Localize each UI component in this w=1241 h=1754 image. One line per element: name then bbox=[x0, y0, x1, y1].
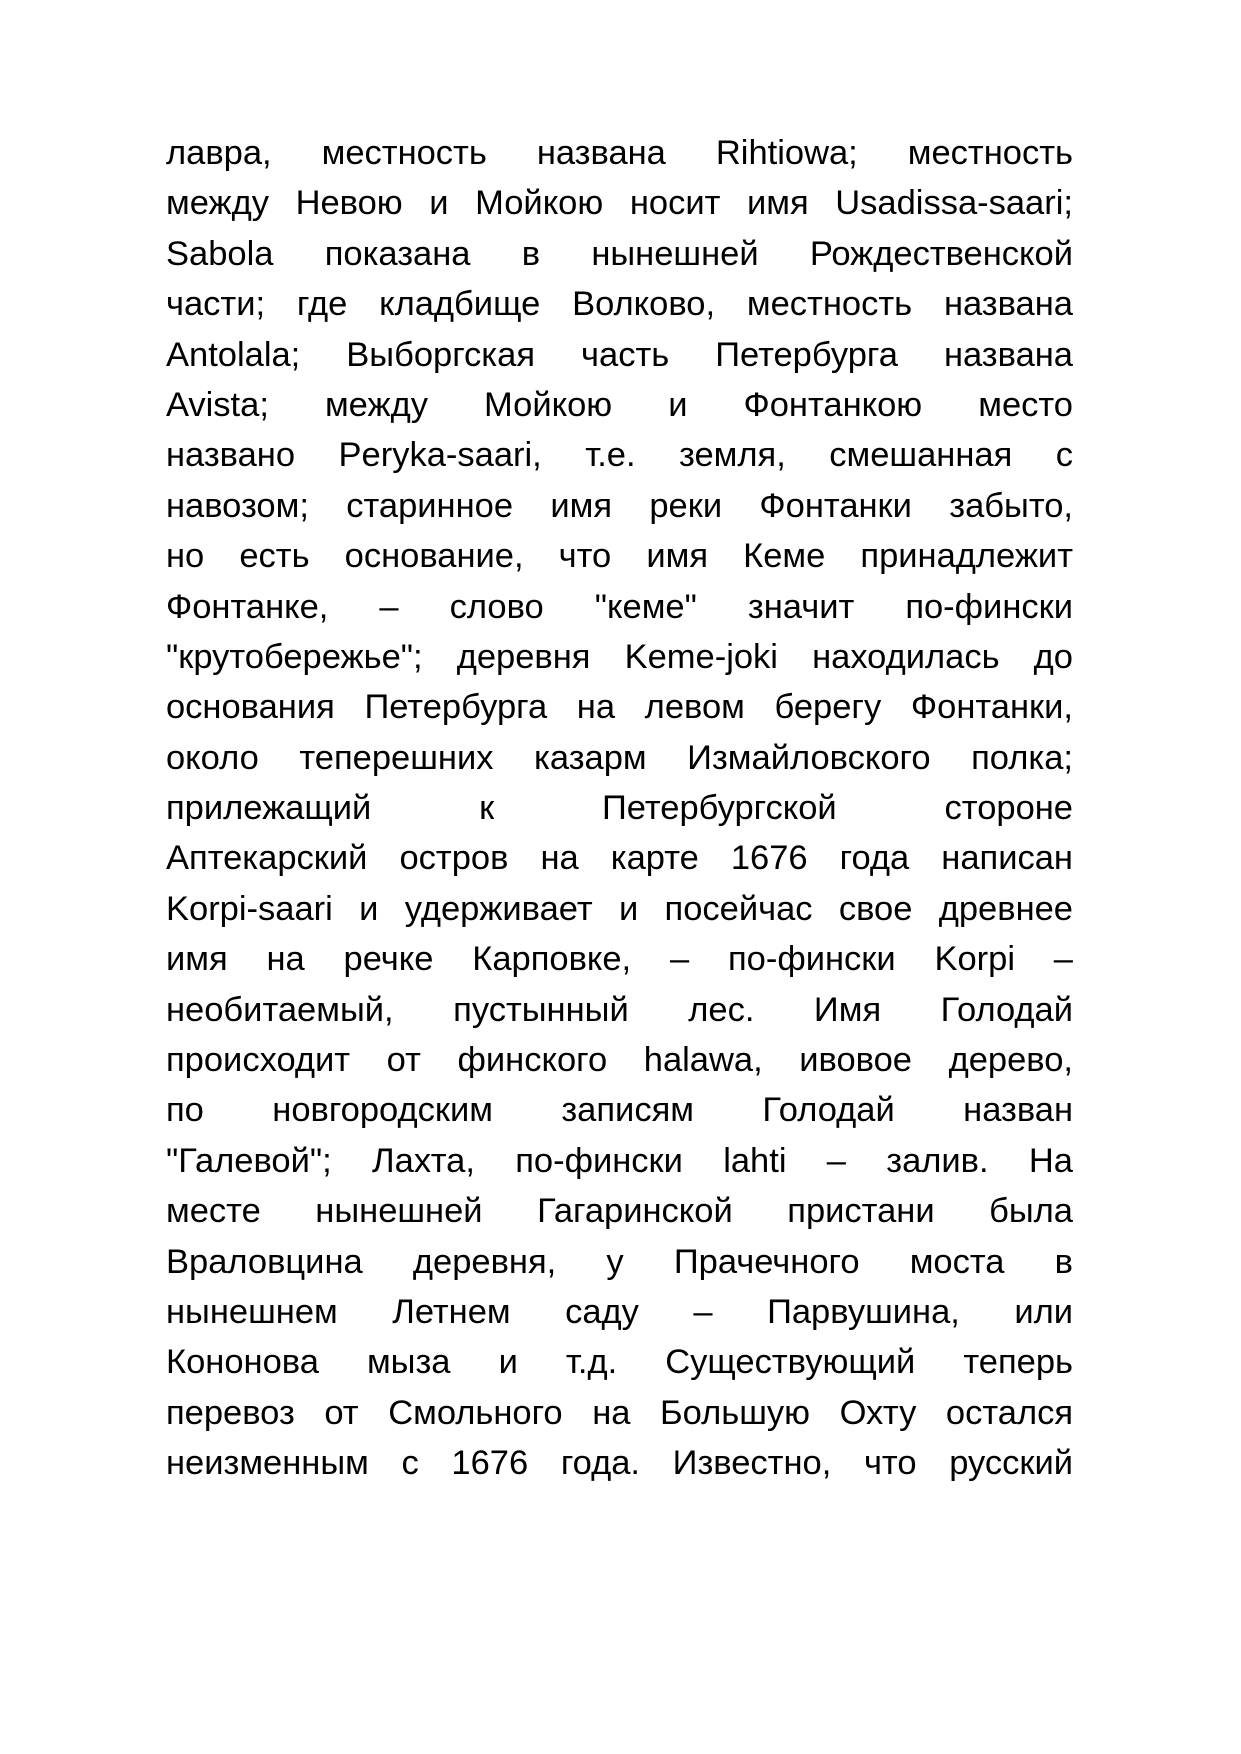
text-line: "Галевой"; Лахта, по-фински lahti – залив. На bbox=[166, 1141, 1073, 1180]
text-line: Sabola показана в нынешней Рождественской bbox=[166, 234, 1073, 273]
text-line: необитаемый, пустынный лес. Имя Голодай bbox=[166, 990, 1073, 1029]
text-line: между Невою и Мойкою носит имя Usadissa-saari; bbox=[166, 184, 1073, 223]
text-line: Avista; между Мойкою и Фонтанкою место bbox=[166, 385, 1073, 424]
text-line: но есть основание, что имя Кеме принадлежит bbox=[166, 537, 1073, 576]
text-line: Фонтанке, – слово "кеме" значит по-фински bbox=[166, 587, 1073, 626]
text-line: "крутобережье"; деревня Keme-joki находилась до bbox=[166, 637, 1073, 676]
text-line: Korpi-saari и удерживает и посейчас свое древнее bbox=[166, 889, 1073, 928]
body-text bbox=[166, 128, 1073, 1489]
text-line: неизменным с 1676 года. Известно, что русский bbox=[166, 1444, 1073, 1483]
text-line: Аптекарский остров на карте 1676 года написан bbox=[166, 839, 1073, 878]
text-line: Antolala; Выборгская часть Петербурга названа bbox=[166, 335, 1073, 374]
text-line: прилежащий к Петербургской стороне bbox=[166, 789, 1073, 828]
text-line: части; где кладбище Волково, местность названа bbox=[166, 285, 1073, 324]
text-line: основания Петербурга на левом берегу Фонтанки, bbox=[166, 688, 1073, 727]
text-line: месте нынешней Гагаринской пристани была bbox=[166, 1192, 1073, 1231]
text-line: навозом; старинное имя реки Фонтанки забыто, bbox=[166, 486, 1073, 525]
text-line: по новгородским записям Голодай назван bbox=[166, 1091, 1073, 1130]
text-line: названо Peryka-saari, т.е. земля, смешанная с bbox=[166, 436, 1073, 475]
text-line: лавра, местность названа Rihtiowa; местность bbox=[166, 134, 1073, 172]
text-line: происходит от финского halawa, ивовое дерево, bbox=[166, 1041, 1073, 1080]
text-line: перевоз от Смольного на Большую Охту остался bbox=[166, 1393, 1073, 1432]
text-line: около теперешних казарм Измайловского полка; bbox=[166, 738, 1073, 777]
text-line: имя на речке Карповке, – по-фински Korpi – bbox=[166, 940, 1073, 979]
text-line: Враловцина деревня, у Прачечного моста в bbox=[166, 1242, 1073, 1281]
text-line: нынешнем Летнем саду – Парвушина, или bbox=[166, 1292, 1073, 1331]
text-line: Кононова мыза и т.д. Существующий теперь bbox=[166, 1343, 1073, 1382]
